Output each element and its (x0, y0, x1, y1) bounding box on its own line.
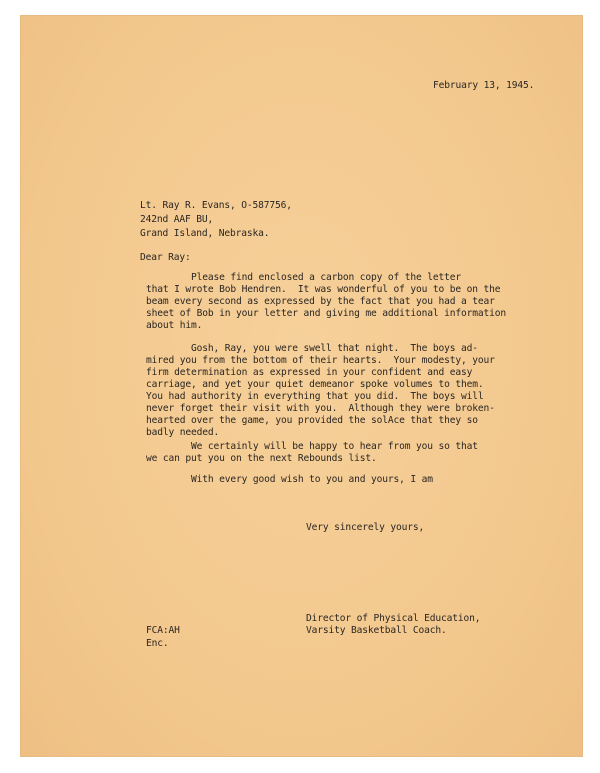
body-line: about him. (146, 320, 203, 331)
body-line: mired you from the bottom of their hearts. Your modesty, your (146, 355, 495, 366)
letter-date: February 13, 1945. (433, 80, 535, 91)
body-line: We certainly will be happy to hear from you so that (146, 441, 478, 452)
body-line: carriage, and yet your quiet demeanor spoke volumes to them. (146, 379, 484, 390)
body-line: that I wrote Bob Hendren. It was wonderful of you to be on the (146, 284, 501, 295)
signature-block (306, 613, 481, 657)
body-line: sheet of Bob in your letter and giving me additional information (146, 308, 507, 319)
recipient-line: 242nd AAF BU, (140, 214, 214, 225)
reference-initials (146, 625, 180, 669)
initials-line: FCA:AH (146, 625, 180, 636)
body-line: Gosh, Ray, you were swell that night. The boys ad- (146, 343, 478, 354)
body-line: never forget their visit with you. Although they were broken- (146, 403, 495, 414)
body-line: firm determination as expressed in your confident and easy (146, 367, 473, 378)
recipient-line: Grand Island, Nebraska. (140, 228, 270, 239)
body-line: Please find enclosed a carbon copy of the letter (146, 272, 462, 283)
complimentary-closing: Very sincerely yours, (306, 522, 425, 533)
recipient-line: Lt. Ray R. Evans, O-587756, (140, 200, 292, 211)
salutation: Dear Ray: (140, 252, 191, 263)
recipient-address (140, 200, 292, 255)
body-line: beam every second as expressed by the fact that you had a tear (146, 296, 495, 307)
signature-line: Varsity Basketball Coach. (306, 625, 447, 636)
signature-line: Director of Physical Education, (306, 613, 481, 624)
body-line: we can put you on the next Rebounds list. (146, 453, 377, 464)
body-line: badly needed. (146, 427, 220, 438)
enclosure-line: Enc. (146, 638, 169, 649)
body-line: You had authority in everything that you did. The boys will (146, 391, 484, 402)
body-line: hearted over the game, you provided the solAce that they so (146, 415, 478, 426)
paragraph-4: With every good wish to you and yours, I am (146, 474, 433, 485)
